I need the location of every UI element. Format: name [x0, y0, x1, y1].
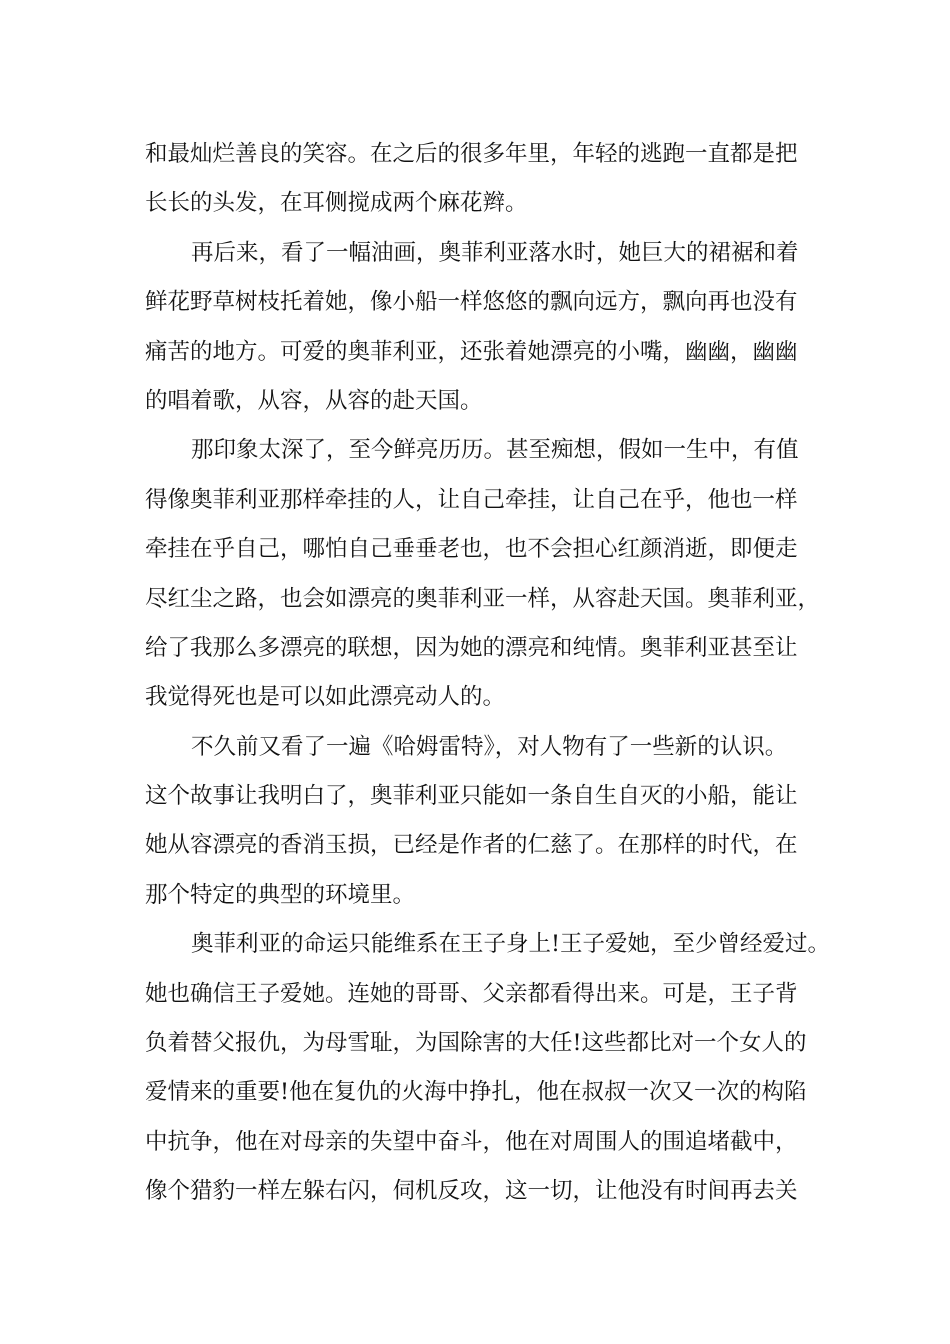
text-line: 奥菲利亚的命运只能维系在王子身上!王子爱她，至少曾经爱过。	[191, 931, 831, 958]
text-line: 和最灿烂善良的笑容。在之后的很多年里，年轻的逃跑一直都是把	[145, 141, 798, 167]
text-line: 不久前又看了一遍《哈姆雷特》，对人物有了一些新的认识。	[191, 733, 788, 760]
text-line: 牵挂在乎自己，哪怕自己垂垂老也，也不会担心红颜消逝，即便走	[145, 536, 798, 563]
text-line: 像个猎豹一样左躲右闪，伺机反攻，这一切，让他没有时间再去关	[145, 1178, 798, 1205]
text-line: 得像奥菲利亚那样牵挂的人，让自己牵挂，让自己在乎，他也一样	[145, 486, 798, 513]
text-line: 这个故事让我明白了，奥菲利亚只能如一条自生自灭的小船，能让	[145, 783, 798, 810]
text-line: 那印象太深了，至今鲜亮历历。甚至痴想，假如一生中，有值	[191, 437, 799, 464]
text-line: 她也确信王子爱她。连她的哥哥、父亲都看得出来。可是，王子背	[145, 980, 798, 1007]
text-line: 负着替父报仇，为母雪耻，为国除害的大任!这些都比对一个女人的	[145, 1030, 807, 1057]
text-line: 的唱着歌，从容，从容的赴天国。	[145, 387, 483, 414]
text-line: 那个特定的典型的环境里。	[145, 881, 416, 908]
text-line: 中抗争，他在对母亲的失望中奋斗，他在对周围人的围追堵截中，	[145, 1128, 798, 1155]
text-line: 痛苦的地方。可爱的奥菲利亚，还张着她漂亮的小嘴，幽幽，幽幽	[145, 338, 798, 365]
text-line: 再后来，看了一幅油画，奥菲利亚落水时，她巨大的裙裾和着	[191, 239, 799, 266]
text-line: 尽红尘之路，也会如漂亮的奥菲利亚一样，从容赴天国。奥菲利亚，	[145, 585, 821, 612]
text-line: 鲜花野草树枝托着她，像小船一样悠悠的飘向远方，飘向再也没有	[145, 289, 798, 316]
text-line: 爱情来的重要!他在复仇的火海中挣扎，他在叔叔一次又一次的构陷	[145, 1079, 807, 1106]
text-line: 长长的头发，在耳侧搅成两个麻花辫。	[145, 190, 528, 217]
body-text	[145, 130, 831, 1217]
text-line: 她从容漂亮的香消玉损，已经是作者的仁慈了。在那样的时代，在	[145, 832, 798, 859]
text-line: 给了我那么多漂亮的联想，因为她的漂亮和纯情。奥菲利亚甚至让	[145, 634, 798, 661]
text-line: 我觉得死也是可以如此漂亮动人的。	[145, 684, 506, 711]
